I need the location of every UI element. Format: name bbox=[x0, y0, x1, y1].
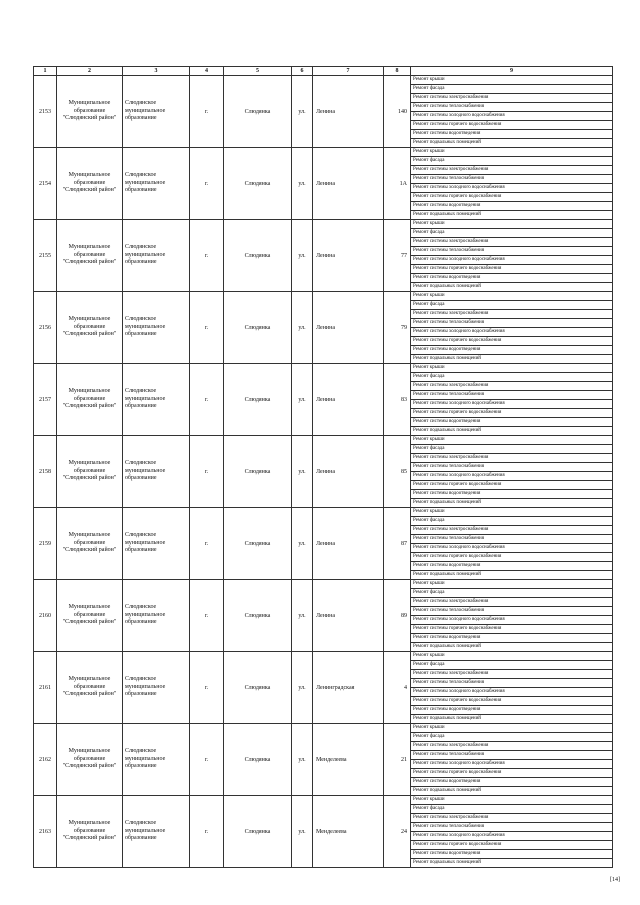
work-item: Ремонт системы горячего водоснабжения bbox=[411, 337, 612, 346]
work-item: Ремонт системы водоотведения bbox=[411, 202, 612, 211]
house-number-cell: 4 bbox=[384, 652, 411, 724]
work-item: Ремонт подвальных помещений bbox=[413, 572, 481, 577]
work-item: Ремонт системы теплоснабжения bbox=[411, 535, 612, 544]
work-item: Ремонт системы теплоснабжения bbox=[411, 391, 612, 400]
work-item: Ремонт подвальных помещений bbox=[413, 860, 481, 865]
work-item: Ремонт подвальных помещений bbox=[413, 788, 481, 793]
work-item: Ремонт системы электроснабжения bbox=[411, 382, 612, 391]
settlement-type-name-cell: Слюдянское муниципальное образование bbox=[123, 580, 190, 652]
work-item: Ремонт системы электроснабжения bbox=[411, 598, 612, 607]
work-item: Ремонт системы теплоснабжения bbox=[411, 103, 612, 112]
street-type-cell: ул. bbox=[292, 292, 313, 364]
municipal-formation-cell: Муниципальное образование "Слюдянский район" bbox=[57, 652, 123, 724]
work-item: Ремонт системы электроснабжения bbox=[411, 238, 612, 247]
header-cell: 1 bbox=[34, 67, 57, 76]
locality-name-cell: Слюдянка bbox=[224, 220, 292, 292]
work-item: Ремонт фасада bbox=[411, 85, 612, 94]
locality-type-cell: г. bbox=[190, 796, 224, 868]
work-item: Ремонт подвальных помещений bbox=[413, 500, 481, 505]
table-row bbox=[34, 148, 613, 220]
work-item: Ремонт системы холодного водоснабжения bbox=[411, 400, 612, 409]
work-item: Ремонт системы водоотведения bbox=[411, 346, 612, 355]
house-number-cell: 21 bbox=[384, 724, 411, 796]
street-name-cell: Ленина bbox=[313, 436, 384, 508]
works-cell bbox=[411, 76, 613, 148]
work-item: Ремонт системы холодного водоснабжения bbox=[411, 688, 612, 697]
work-item: Ремонт подвальных помещений bbox=[413, 140, 481, 145]
work-item: Ремонт системы холодного водоснабжения bbox=[411, 112, 612, 121]
house-number-cell: 83 bbox=[384, 364, 411, 436]
street-type-cell: ул. bbox=[292, 76, 313, 148]
work-item: Ремонт системы холодного водоснабжения bbox=[411, 472, 612, 481]
work-item: Ремонт фасада bbox=[411, 229, 612, 238]
header-cell: 5 bbox=[224, 67, 292, 76]
work-item: Ремонт системы горячего водоснабжения bbox=[411, 481, 612, 490]
works-cell bbox=[411, 148, 613, 220]
work-item: Ремонт системы холодного водоснабжения bbox=[411, 832, 612, 841]
locality-name-cell: Слюдянка bbox=[224, 292, 292, 364]
work-item: Ремонт крыши bbox=[411, 76, 612, 85]
locality-type-cell: г. bbox=[190, 220, 224, 292]
table-row bbox=[34, 76, 613, 148]
municipal-formation-cell: Муниципальное образование "Слюдянский район" bbox=[57, 436, 123, 508]
street-type-cell: ул. bbox=[292, 436, 313, 508]
work-item: Ремонт системы водоотведения bbox=[411, 490, 612, 499]
work-item: Ремонт системы водоотведения bbox=[411, 130, 612, 139]
street-name-cell: Ленина bbox=[313, 292, 384, 364]
work-item: Ремонт крыши bbox=[411, 220, 612, 229]
work-item: Ремонт системы горячего водоснабжения bbox=[411, 841, 612, 850]
locality-type-cell: г. bbox=[190, 724, 224, 796]
house-number-cell: 1А bbox=[384, 148, 411, 220]
page-number: [14] bbox=[610, 877, 620, 883]
house-number-cell: 89 bbox=[384, 580, 411, 652]
row-number-cell: 2154 bbox=[34, 148, 57, 220]
street-name-cell: Ленинградская bbox=[313, 652, 384, 724]
street-name-cell: Ленина bbox=[313, 508, 384, 580]
street-name-cell: Ленина bbox=[313, 76, 384, 148]
header-cell: 6 bbox=[292, 67, 313, 76]
work-item: Ремонт системы горячего водоснабжения bbox=[411, 121, 612, 130]
municipal-formation-cell: Муниципальное образование "Слюдянский район" bbox=[57, 220, 123, 292]
street-type-cell: ул. bbox=[292, 364, 313, 436]
work-item: Ремонт системы горячего водоснабжения bbox=[411, 769, 612, 778]
works-cell bbox=[411, 508, 613, 580]
work-item: Ремонт системы холодного водоснабжения bbox=[411, 760, 612, 769]
work-item: Ремонт системы водоотведения bbox=[411, 706, 612, 715]
street-name-cell: Менделеева bbox=[313, 796, 384, 868]
work-item: Ремонт системы теплоснабжения bbox=[411, 463, 612, 472]
street-type-cell: ул. bbox=[292, 220, 313, 292]
street-name-cell: Ленина bbox=[313, 580, 384, 652]
work-item: Ремонт крыши bbox=[411, 652, 612, 661]
municipal-formation-cell: Муниципальное образование "Слюдянский район" bbox=[57, 508, 123, 580]
house-number-cell: 85 bbox=[384, 436, 411, 508]
work-item: Ремонт системы электроснабжения bbox=[411, 742, 612, 751]
street-type-cell: ул. bbox=[292, 724, 313, 796]
work-item: Ремонт системы холодного водоснабжения bbox=[411, 184, 612, 193]
work-item: Ремонт фасада bbox=[411, 517, 612, 526]
work-item: Ремонт системы водоотведения bbox=[411, 418, 612, 427]
row-number-cell: 2161 bbox=[34, 652, 57, 724]
work-item: Ремонт системы горячего водоснабжения bbox=[411, 625, 612, 634]
work-item: Ремонт системы горячего водоснабжения bbox=[411, 265, 612, 274]
work-item: Ремонт подвальных помещений bbox=[413, 284, 481, 289]
row-number-cell: 2159 bbox=[34, 508, 57, 580]
street-type-cell: ул. bbox=[292, 580, 313, 652]
work-item: Ремонт подвальных помещений bbox=[413, 716, 481, 721]
header-cell: 4 bbox=[190, 67, 224, 76]
work-item: Ремонт системы водоотведения bbox=[411, 634, 612, 643]
header-row bbox=[34, 67, 613, 76]
settlement-type-name-cell: Слюдянское муниципальное образование bbox=[123, 724, 190, 796]
municipal-formation-cell: Муниципальное образование "Слюдянский район" bbox=[57, 364, 123, 436]
locality-name-cell: Слюдянка bbox=[224, 796, 292, 868]
settlement-type-name-cell: Слюдянское муниципальное образование bbox=[123, 364, 190, 436]
house-number-cell: 77 bbox=[384, 220, 411, 292]
table-row bbox=[34, 508, 613, 580]
work-item: Ремонт подвальных помещений bbox=[413, 428, 481, 433]
municipal-formation-cell: Муниципальное образование "Слюдянский район" bbox=[57, 76, 123, 148]
work-item: Ремонт фасада bbox=[411, 733, 612, 742]
work-item: Ремонт системы водоотведения bbox=[411, 274, 612, 283]
street-type-cell: ул. bbox=[292, 652, 313, 724]
row-number-cell: 2163 bbox=[34, 796, 57, 868]
street-name-cell: Ленина bbox=[313, 220, 384, 292]
row-number-cell: 2160 bbox=[34, 580, 57, 652]
header-cell: 8 bbox=[384, 67, 411, 76]
row-number-cell: 2156 bbox=[34, 292, 57, 364]
house-number-cell: 87 bbox=[384, 508, 411, 580]
municipal-formation-cell: Муниципальное образование "Слюдянский район" bbox=[57, 580, 123, 652]
work-item: Ремонт системы электроснабжения bbox=[411, 166, 612, 175]
table-row bbox=[34, 796, 613, 868]
works-cell bbox=[411, 220, 613, 292]
street-type-cell: ул. bbox=[292, 148, 313, 220]
locality-name-cell: Слюдянка bbox=[224, 508, 292, 580]
works-cell bbox=[411, 436, 613, 508]
work-item: Ремонт крыши bbox=[411, 292, 612, 301]
work-item: Ремонт подвальных помещений bbox=[413, 644, 481, 649]
municipal-formation-cell: Муниципальное образование "Слюдянский район" bbox=[57, 796, 123, 868]
work-item: Ремонт системы горячего водоснабжения bbox=[411, 553, 612, 562]
street-type-cell: ул. bbox=[292, 796, 313, 868]
settlement-type-name-cell: Слюдянское муниципальное образование bbox=[123, 652, 190, 724]
work-item: Ремонт крыши bbox=[411, 364, 612, 373]
work-item: Ремонт системы теплоснабжения bbox=[411, 679, 612, 688]
work-item: Ремонт фасада bbox=[411, 157, 612, 166]
locality-name-cell: Слюдянка bbox=[224, 580, 292, 652]
work-item: Ремонт подвальных помещений bbox=[413, 356, 481, 361]
work-item: Ремонт крыши bbox=[411, 148, 612, 157]
work-item: Ремонт системы электроснабжения bbox=[411, 526, 612, 535]
locality-name-cell: Слюдянка bbox=[224, 436, 292, 508]
work-item: Ремонт системы теплоснабжения bbox=[411, 319, 612, 328]
work-item: Ремонт системы теплоснабжения bbox=[411, 247, 612, 256]
settlement-type-name-cell: Слюдянское муниципальное образование bbox=[123, 436, 190, 508]
locality-type-cell: г. bbox=[190, 292, 224, 364]
work-item: Ремонт системы электроснабжения bbox=[411, 814, 612, 823]
works-cell bbox=[411, 364, 613, 436]
locality-name-cell: Слюдянка bbox=[224, 364, 292, 436]
work-item: Ремонт системы холодного водоснабжения bbox=[411, 256, 612, 265]
street-name-cell: Менделеева bbox=[313, 724, 384, 796]
table-row bbox=[34, 724, 613, 796]
table-row bbox=[34, 436, 613, 508]
work-item: Ремонт системы теплоснабжения bbox=[411, 607, 612, 616]
header-cell: 3 bbox=[123, 67, 190, 76]
row-number-cell: 2162 bbox=[34, 724, 57, 796]
locality-type-cell: г. bbox=[190, 580, 224, 652]
work-item: Ремонт крыши bbox=[411, 508, 612, 517]
locality-type-cell: г. bbox=[190, 76, 224, 148]
work-item: Ремонт фасада bbox=[411, 301, 612, 310]
house-number-cell: 24 bbox=[384, 796, 411, 868]
street-type-cell: ул. bbox=[292, 508, 313, 580]
work-item: Ремонт системы электроснабжения bbox=[411, 310, 612, 319]
row-number-cell: 2158 bbox=[34, 436, 57, 508]
program-table bbox=[33, 66, 613, 868]
row-number-cell: 2157 bbox=[34, 364, 57, 436]
table-row bbox=[34, 292, 613, 364]
work-item: Ремонт системы водоотведения bbox=[411, 778, 612, 787]
work-item: Ремонт системы холодного водоснабжения bbox=[411, 328, 612, 337]
street-name-cell: Ленина bbox=[313, 364, 384, 436]
row-number-cell: 2153 bbox=[34, 76, 57, 148]
locality-name-cell: Слюдянка bbox=[224, 724, 292, 796]
locality-name-cell: Слюдянка bbox=[224, 148, 292, 220]
table-row bbox=[34, 580, 613, 652]
work-item: Ремонт крыши bbox=[411, 436, 612, 445]
work-item: Ремонт системы теплоснабжения bbox=[411, 751, 612, 760]
work-item: Ремонт системы теплоснабжения bbox=[411, 823, 612, 832]
work-item: Ремонт системы электроснабжения bbox=[411, 670, 612, 679]
street-name-cell: Ленина bbox=[313, 148, 384, 220]
work-item: Ремонт системы теплоснабжения bbox=[411, 175, 612, 184]
locality-name-cell: Слюдянка bbox=[224, 652, 292, 724]
work-item: Ремонт фасада bbox=[411, 661, 612, 670]
settlement-type-name-cell: Слюдянское муниципальное образование bbox=[123, 796, 190, 868]
work-item: Ремонт фасада bbox=[411, 373, 612, 382]
work-item: Ремонт системы холодного водоснабжения bbox=[411, 544, 612, 553]
locality-type-cell: г. bbox=[190, 364, 224, 436]
work-item: Ремонт фасада bbox=[411, 445, 612, 454]
work-item: Ремонт системы горячего водоснабжения bbox=[411, 409, 612, 418]
settlement-type-name-cell: Слюдянское муниципальное образование bbox=[123, 220, 190, 292]
works-cell bbox=[411, 580, 613, 652]
work-item: Ремонт крыши bbox=[411, 724, 612, 733]
header-cell: 2 bbox=[57, 67, 123, 76]
settlement-type-name-cell: Слюдянское муниципальное образование bbox=[123, 148, 190, 220]
locality-name-cell: Слюдянка bbox=[224, 76, 292, 148]
table-row bbox=[34, 652, 613, 724]
work-item: Ремонт системы электроснабжения bbox=[411, 454, 612, 463]
locality-type-cell: г. bbox=[190, 148, 224, 220]
table-body bbox=[34, 76, 613, 868]
works-cell bbox=[411, 724, 613, 796]
municipal-formation-cell: Муниципальное образование "Слюдянский район" bbox=[57, 148, 123, 220]
work-item: Ремонт системы водоотведения bbox=[411, 562, 612, 571]
work-item: Ремонт фасада bbox=[411, 805, 612, 814]
work-item: Ремонт системы электроснабжения bbox=[411, 94, 612, 103]
locality-type-cell: г. bbox=[190, 652, 224, 724]
work-item: Ремонт системы водоотведения bbox=[411, 850, 612, 859]
work-item: Ремонт крыши bbox=[411, 796, 612, 805]
work-item: Ремонт системы горячего водоснабжения bbox=[411, 697, 612, 706]
work-item: Ремонт фасада bbox=[411, 589, 612, 598]
work-item: Ремонт системы горячего водоснабжения bbox=[411, 193, 612, 202]
table-row bbox=[34, 220, 613, 292]
work-item: Ремонт системы холодного водоснабжения bbox=[411, 616, 612, 625]
settlement-type-name-cell: Слюдянское муниципальное образование bbox=[123, 76, 190, 148]
locality-type-cell: г. bbox=[190, 436, 224, 508]
work-item: Ремонт подвальных помещений bbox=[413, 212, 481, 217]
works-cell bbox=[411, 652, 613, 724]
locality-type-cell: г. bbox=[190, 508, 224, 580]
header-cell: 7 bbox=[313, 67, 384, 76]
work-item: Ремонт крыши bbox=[411, 580, 612, 589]
table-row bbox=[34, 364, 613, 436]
row-number-cell: 2155 bbox=[34, 220, 57, 292]
works-cell bbox=[411, 292, 613, 364]
settlement-type-name-cell: Слюдянское муниципальное образование bbox=[123, 508, 190, 580]
works-cell bbox=[411, 796, 613, 868]
house-number-cell: 140 bbox=[384, 76, 411, 148]
house-number-cell: 79 bbox=[384, 292, 411, 364]
municipal-formation-cell: Муниципальное образование "Слюдянский район" bbox=[57, 292, 123, 364]
settlement-type-name-cell: Слюдянское муниципальное образование bbox=[123, 292, 190, 364]
header-cell: 9 bbox=[411, 67, 613, 76]
municipal-formation-cell: Муниципальное образование "Слюдянский район" bbox=[57, 724, 123, 796]
